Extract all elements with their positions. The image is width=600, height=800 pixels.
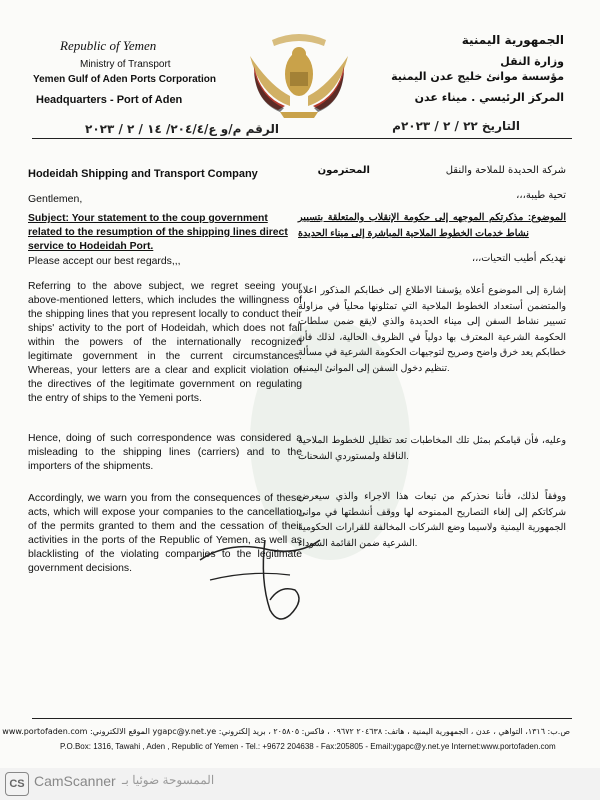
header-hq-en: Headquarters - Port of Aden [36, 94, 183, 106]
camscanner-logo-icon: CS [5, 772, 29, 796]
header-corporation-en: Yemen Gulf of Aden Ports Corporation [33, 74, 216, 85]
footer-contact-en: P.O.Box: 1316, Tawahi , Aden , Republic of Yemen - Tel.: +9672 204638 - Fax:205805 - Email:ygapc@y.net.ye Internet:www.portofaden.com [60, 742, 556, 751]
paragraph-1-en: Referring to the above subject, we regret seeing your above-mentioned letters, which includes the willingness of the shipping lines that you represent locally to conduct their ships' activity to the port of Hodeidah, which does not fall within the powers of the internationally recognized legitimate government in the current circumstances. Whereas, your letters are a clear and explicit violation of the directives of the legitimate government on regulating the entry of ships to the Yemeni ports. [28, 281, 302, 404]
header-divider [32, 138, 572, 139]
footer-contact-ar: ص.ب: ١٣١٦، التواهي ، عدن ، الجمهورية اليمنية ، هاتف: ٢٠٤٦٣٨ ٠٩٦٧٢ ، فاكس: ٢٠٥٨٠٥ ، بريد إلكتروني: ygapc@y.net.ye الموقع الالكتروني: www.portofaden.com [2, 727, 570, 736]
letter-date: التاريخ ٢٢ / ٢ / ٢٠٢٣م [392, 119, 520, 133]
paragraph-2-ar: وعليه، فأن قيامكم بمثل تلك المخاطبات تعد تظليل للخطوط الملاحية الناقلة ولمستوردي الشحنات. [298, 434, 566, 461]
header-ministry-en: Ministry of Transport [80, 59, 171, 70]
salutation-ar: تحية طيبة،،، [516, 190, 566, 201]
footer-divider [32, 718, 572, 719]
header-country-ar: الجمهورية اليمنية [461, 33, 564, 47]
header-ministry-ar: وزارة النقل [500, 55, 564, 68]
subject-en: Subject: Your statement to the coup government related to the resumption of the shipping lines direct service to Hodeidah Port. [28, 213, 288, 252]
header-corporation-ar: مؤسسة موانئ خليج عدن اليمنية [391, 70, 564, 83]
header-hq-ar: المركز الرئيسي . ميناء عدن [414, 91, 564, 104]
paragraph-2-en: Hence, doing of such correspondence was considered a misleading to the shipping lines (carriers) and to the importers of the shipments. [28, 433, 302, 472]
greeting-ar: نهديكم أطيب التحيات،،، [471, 253, 566, 264]
salutation-en: Gentlemen, [28, 193, 83, 205]
greeting-en: Please accept our best regards,,, [28, 256, 181, 267]
letter-reference: الرقم م/و ع/٢٠٤/٤/ ١٤ / ٢ / ٢٠٢٣ [85, 122, 279, 136]
honorific-ar: المحترمون [317, 165, 370, 176]
subject-ar: الموضوع: مذكرتكم الموجهه إلى حكومة الإنقلاب والمتعلقة بتسيير نشاط خدمات الخطوط الملاحية المباشرة إلى ميناء الحديدة [298, 212, 566, 239]
recipient-en: Hodeidah Shipping and Transport Company [28, 168, 258, 180]
camscanner-brand: CamScanner [34, 773, 116, 789]
paragraph-1-ar: إشارة إلى الموضوع أعلاه يؤسفنا الاطلاع إلى خطابكم المذكور اعلاه والمتضمن أستعداد الخطوط الملاحية التي تمثلونها محلياً في مزاولة تسيير نشاط السفن إلى ميناء الحديدة والذي لايقع ضمن سلطات الحكومة الشرعية المعترف بها دولياً في الظروف الحالية، لذلك فأن خطابكم يعد خرق واضح وصريح لتوجيهات الحكومة الشرعية في مسألة تنظيم دخول السفن إلى الموانئ اليمنية. [298, 284, 566, 373]
camscanner-arabic-label: الممسوحة ضوئيا بـ [122, 773, 215, 787]
yemen-emblem-icon [240, 26, 358, 122]
paragraph-3-en: Accordingly, we warn you from the consequences of these acts, which will expose your companies to the cancellation of the permits granted to them and the cessation of their activities in the ports of the Republic of Yemen, as well as blacklisting of the violating companies to the legitimate government decisions. [28, 493, 302, 574]
recipient-ar: شركة الحديدة للملاحة والنقل [445, 165, 566, 176]
handwritten-signature [170, 520, 340, 630]
header-country-en: Republic of Yemen [60, 38, 157, 53]
paragraph-3-ar: ووفقاً لذلك، فأننا نحذركم من تبعات هذا الاجراء والذي سيعرض شركاتكم إلى إلغاء التصاريح الممنوحه لها ووقف أنشطتها في موانئ الجمهورية اليمنية ولاسيما وضع الشركات المخالفة للقرارات الحكومية الشرعية ضمن القائمة السوداء. [298, 490, 566, 548]
